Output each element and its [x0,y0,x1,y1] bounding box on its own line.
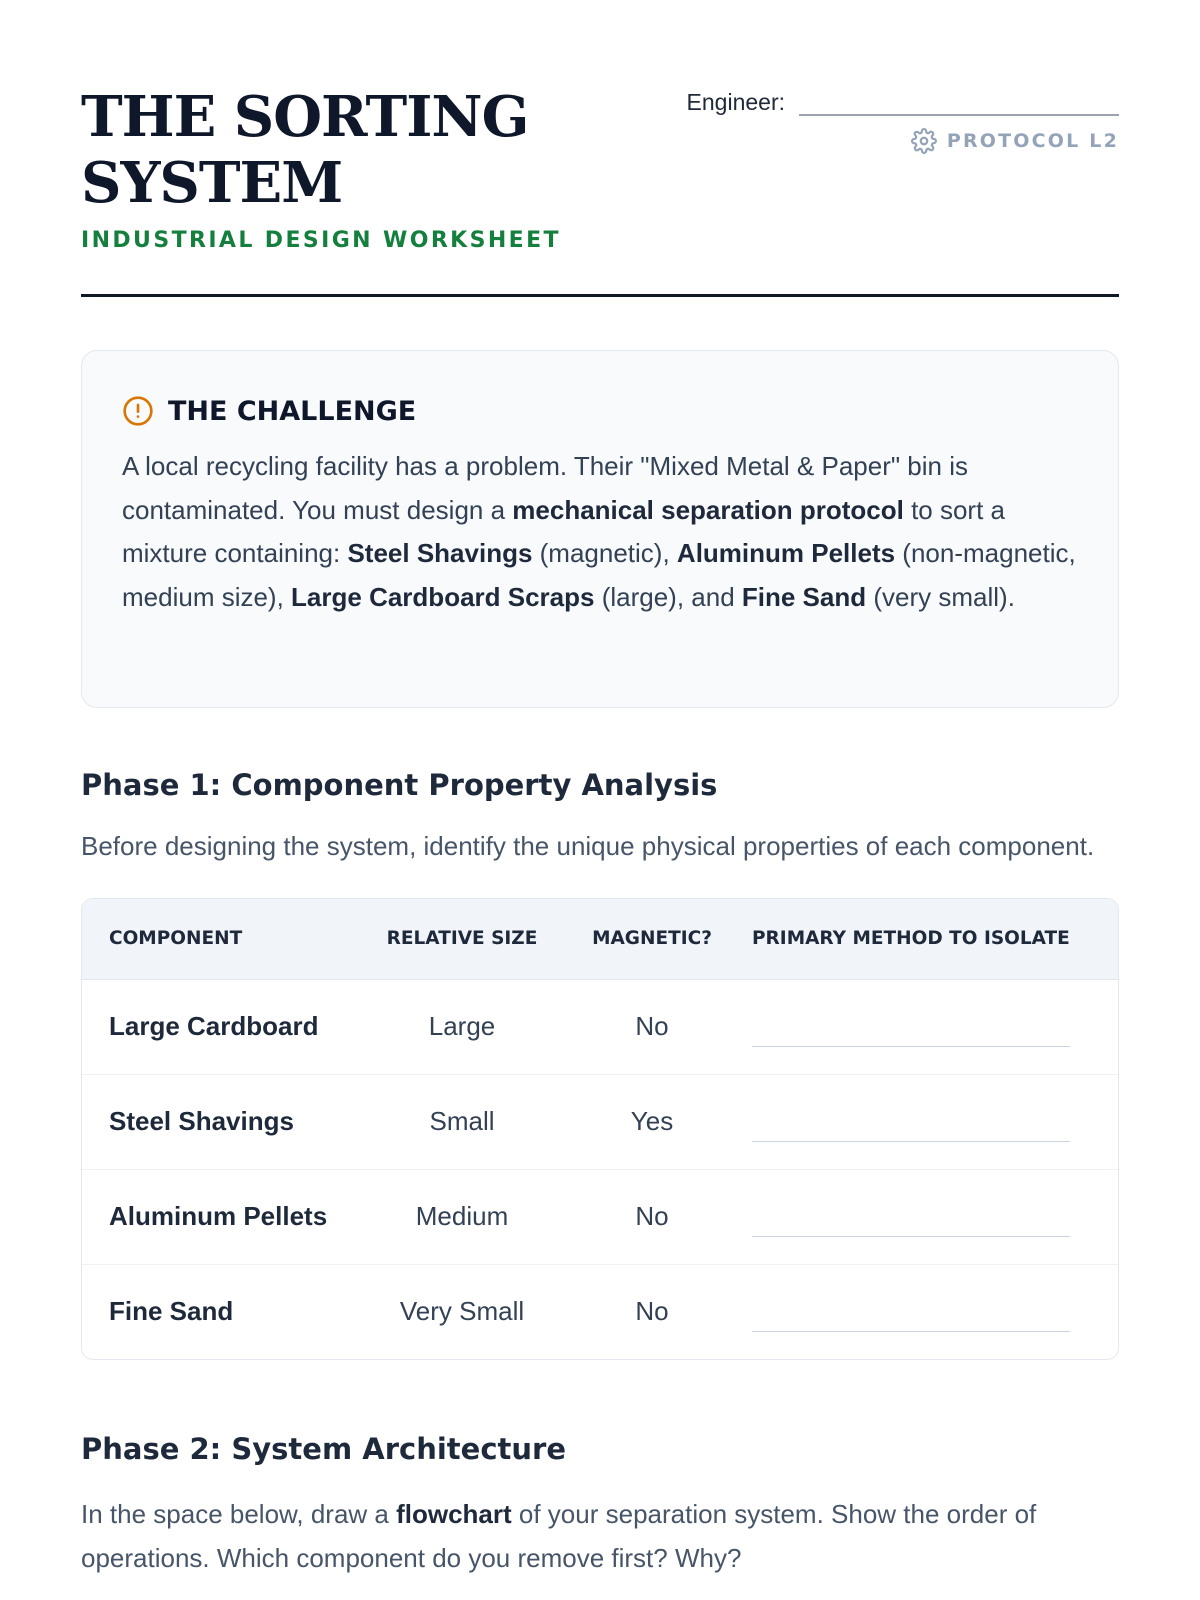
challenge-text-part: (large), and [594,581,742,612]
header-primary-method: PRIMARY METHOD TO ISOLATE [752,899,1118,979]
page-title-line-2: SYSTEM [81,150,343,216]
property-table [81,898,1119,1360]
cell-magnetic: No [635,1296,669,1327]
phase2-description [81,1492,1119,1580]
challenge-text-part: (magnetic), [532,538,677,568]
challenge-text-part: (very small). [866,581,1015,612]
method-answer-field[interactable] [752,1197,1070,1237]
engineer-name-field[interactable] [799,86,1119,116]
cell-size: Large [372,979,552,1074]
property-table-grid [82,899,1118,1359]
cell-size: Very Small [399,1296,525,1327]
page-title-line-1: THE SORTING [81,84,529,150]
method-answer-field[interactable] [752,1007,1070,1047]
challenge-text-part: Large Cardboard Scraps [291,581,595,612]
cell-magnetic: No [552,979,752,1074]
cell-method [752,1169,1118,1264]
meta-block [679,86,1119,154]
engineer-row [679,86,1119,116]
cell-magnetic: No [552,1169,752,1264]
cell-component: Aluminum Pellets [82,1169,372,1264]
header-magnetic: MAGNETIC? [552,899,752,979]
cell-method [752,1074,1118,1169]
protocol-badge [679,128,1119,154]
challenge-title: THE CHALLENGE [168,395,417,427]
title-block [81,84,601,253]
challenge-text-part: (non-magnetic, medium size), [122,538,1076,612]
protocol-label: PROTOCOL L2 [946,130,1119,152]
engineer-label: Engineer: [686,89,785,115]
cell-size: Small [372,1074,552,1169]
cell-component: Steel Shavings [82,1074,372,1169]
cell-size: Medium [372,1169,552,1264]
phase2-text-part: flowchart [396,1499,512,1529]
table-row [82,1074,1118,1169]
challenge-text-part: Aluminum Pellets [676,538,896,568]
challenge-text-part: Fine Sand [741,581,867,612]
challenge-box [81,350,1119,708]
phase2-text-part: of your separation system. Show the order of operations. Which component do you remove first? Why? [81,1499,1037,1573]
phase2-text-part: In the space below, draw a [81,1499,397,1529]
table-row [82,1169,1118,1264]
table-row [82,1264,1118,1359]
header-component: COMPONENT [82,899,372,979]
header-relative-size: RELATIVE SIZE [372,899,552,979]
cell-component: Fine Sand [109,1296,234,1327]
challenge-header [122,395,1078,427]
alert-circle-icon [122,395,154,427]
phase2-title: Phase 2: System Architecture [81,1432,566,1466]
gear-icon [911,128,937,154]
cell-method [752,979,1118,1074]
method-answer-field[interactable] [752,1102,1070,1142]
worksheet-header [81,0,1119,297]
table-header-row [82,899,1118,979]
cell-component: Large Cardboard [82,979,372,1074]
challenge-text-part: to sort a mixture containing: [122,494,1005,568]
challenge-text-part: mechanical separation protocol [512,494,904,525]
challenge-text-part: Steel Shavings [347,538,533,568]
challenge-text [122,445,1078,619]
method-answer-field[interactable] [752,1292,1070,1332]
page-subtitle: INDUSTRIAL DESIGN WORKSHEET [81,228,561,253]
table-row [82,979,1118,1074]
cell-method [752,1264,1118,1359]
phase1-title: Phase 1: Component Property Analysis [81,768,718,802]
phase1-description: Before designing the system, identify the unique physical properties of each component. [81,831,1095,861]
page-title [81,84,601,216]
challenge-text-part: A local recycling facility has a problem. Their "Mixed Metal & Paper" bin is contaminated. You must design a [122,451,969,525]
cell-magnetic: Yes [552,1074,752,1169]
